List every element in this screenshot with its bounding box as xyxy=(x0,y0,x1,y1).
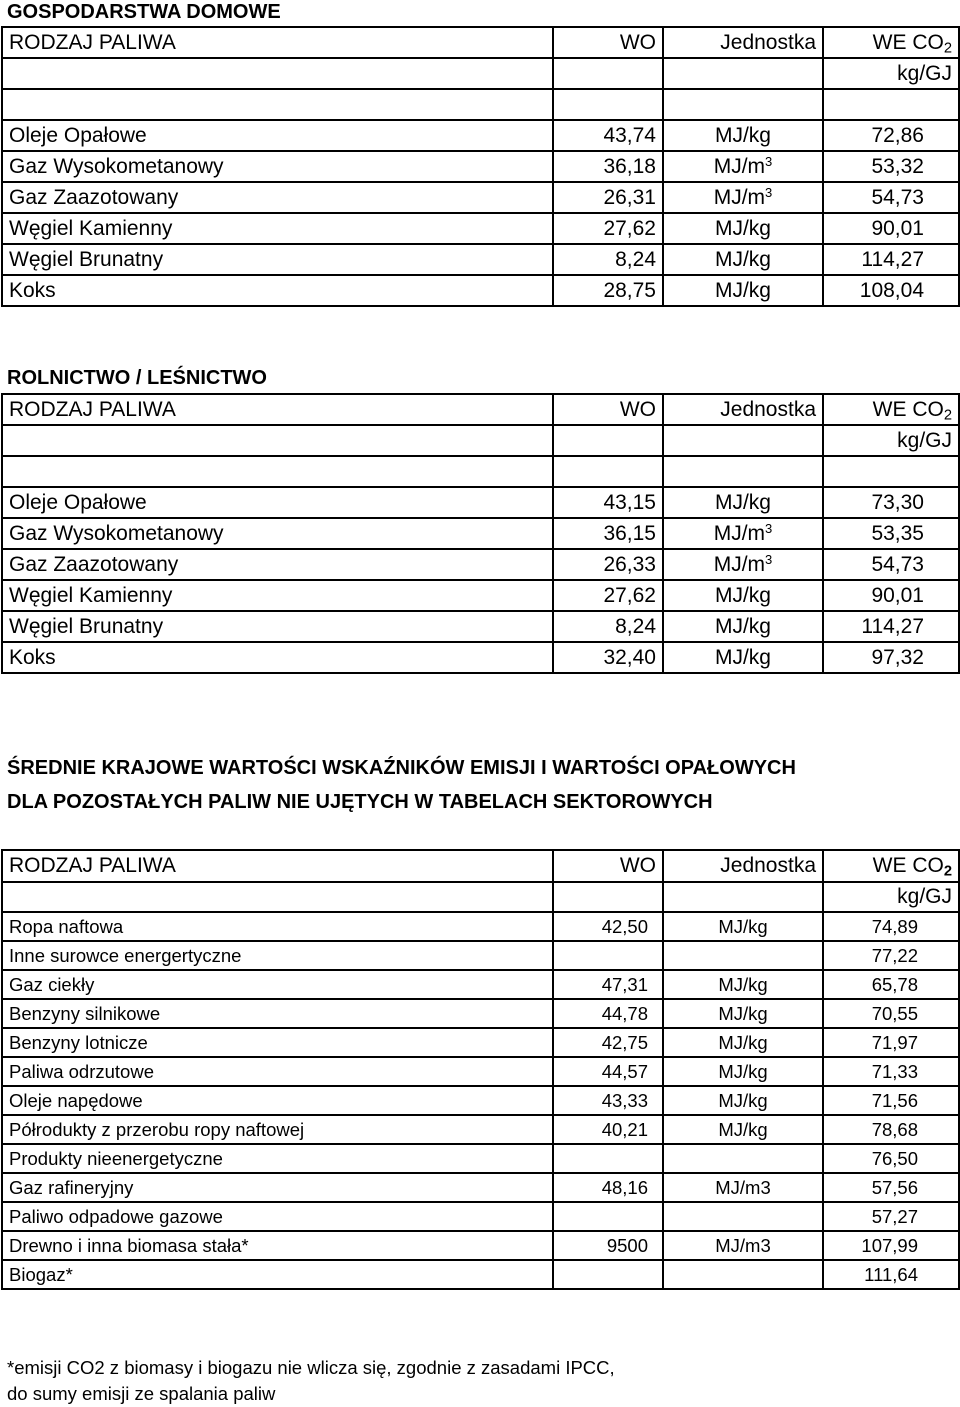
unit-cell xyxy=(663,487,823,518)
unit-cell xyxy=(663,1173,823,1202)
table-row xyxy=(2,1231,959,1260)
unit-cell xyxy=(663,151,823,182)
unit-cell xyxy=(663,1231,823,1260)
table-row xyxy=(2,549,959,580)
we-value-cell: 71,56 xyxy=(823,1086,959,1115)
fuel-name-cell: Węgiel Kamienny xyxy=(2,580,553,611)
wo-value-cell: 28,75 xyxy=(553,275,663,306)
wo-value-cell: 26,31 xyxy=(553,182,663,213)
unit-text: MJ/kg xyxy=(714,278,771,302)
wo-value-cell: 43,33 xyxy=(553,1086,663,1115)
unit-cell xyxy=(663,1086,823,1115)
header-fuel-type: RODZAJ PALIWA xyxy=(2,394,553,425)
fuel-name-cell: Gaz rafineryjny xyxy=(2,1173,553,1202)
fuel-name-cell: Węgiel Brunatny xyxy=(2,244,553,275)
we-value-cell: 53,35 xyxy=(823,518,959,549)
we-value-cell: 54,73 xyxy=(823,549,959,580)
wo-value-cell: 9500 xyxy=(553,1231,663,1260)
unit-cell xyxy=(663,1057,823,1086)
header-wo: WO xyxy=(553,394,663,425)
header-we-co2: WE $CO_2$ xyxy=(823,394,959,425)
we-value-cell: 57,56 xyxy=(823,1173,959,1202)
fuel-name-cell: Benzyny lotnicze xyxy=(2,1028,553,1057)
table-row xyxy=(2,1202,959,1231)
we-value-cell: 71,97 xyxy=(823,1028,959,1057)
we-value-cell: 76,50 xyxy=(823,1144,959,1173)
table-header-unit-row xyxy=(2,58,959,89)
unit-superscript: 3 xyxy=(765,520,773,536)
unit-text: MJ/m xyxy=(713,521,766,545)
unit-superscript: 3 xyxy=(765,153,773,169)
unit-text: MJ/m3 xyxy=(715,1234,771,1256)
unit-cell xyxy=(663,941,823,970)
table-row xyxy=(2,642,959,673)
fuel-name-cell: Gaz Zaazotowany xyxy=(2,182,553,213)
table-row xyxy=(2,970,959,999)
households-fuel-table xyxy=(1,26,960,307)
table-header-row xyxy=(2,850,959,882)
fuel-name-cell: Gaz Zaazotowany xyxy=(2,549,553,580)
other-fuels-rows xyxy=(2,912,959,1289)
unit-text: MJ/kg xyxy=(718,973,768,995)
we-value-cell: 78,68 xyxy=(823,1115,959,1144)
spacer-row xyxy=(2,456,959,487)
wo-value-cell xyxy=(553,941,663,970)
table-header-row xyxy=(2,394,959,425)
unit-text: MJ/kg xyxy=(714,247,771,271)
unit-cell xyxy=(663,549,823,580)
unit-cell xyxy=(663,642,823,673)
unit-text: MJ/kg xyxy=(714,216,771,240)
wo-value-cell: 8,24 xyxy=(553,611,663,642)
unit-cell xyxy=(663,120,823,151)
unit-cell xyxy=(663,611,823,642)
wo-value-cell xyxy=(553,1260,663,1289)
header-we-co2: WE $CO_2$ xyxy=(823,27,959,58)
unit-cell xyxy=(663,1260,823,1289)
unit-text: MJ/kg xyxy=(718,1031,768,1053)
unit-cell xyxy=(663,580,823,611)
we-value-cell: 73,30 xyxy=(823,487,959,518)
header-we-unit: kg/GJ xyxy=(823,882,959,912)
header-wo: WO xyxy=(553,850,663,882)
section-title-line-1: ŚREDNIE KRAJOWE WARTOŚCI WSKAŹNIKÓW EMISJI I WARTOŚCI OPAŁOWYCH xyxy=(7,757,796,779)
table-row xyxy=(2,941,959,970)
unit-text: MJ/kg xyxy=(714,583,771,607)
table-row xyxy=(2,1086,959,1115)
unit-text: MJ/m xyxy=(713,185,766,209)
fuel-name-cell: Biogaz* xyxy=(2,1260,553,1289)
footnote-line-1: *emisji CO2 z biomasy i biogazu nie wlicza się, zgodnie z zasadami IPCC, xyxy=(7,1357,615,1378)
other-fuels-table xyxy=(1,849,960,1290)
footnote-line-2: do sumy emisji ze spalania paliw xyxy=(7,1383,276,1404)
unit-cell xyxy=(663,1115,823,1144)
wo-value-cell: 44,57 xyxy=(553,1057,663,1086)
fuel-name-cell: Gaz Wysokometanowy xyxy=(2,518,553,549)
header-unit: Jednostka xyxy=(663,394,823,425)
fuel-name-cell: Koks xyxy=(2,642,553,673)
spacer-row xyxy=(2,89,959,120)
we-value-cell: 71,33 xyxy=(823,1057,959,1086)
we-value-cell: 57,27 xyxy=(823,1202,959,1231)
unit-cell xyxy=(663,1144,823,1173)
fuel-name-cell: Półrodukty z przerobu ropy naftowej xyxy=(2,1115,553,1144)
wo-value-cell: 43,74 xyxy=(553,120,663,151)
unit-superscript: 3 xyxy=(765,184,773,200)
unit-cell xyxy=(663,518,823,549)
table-row xyxy=(2,244,959,275)
header-wo: WO xyxy=(553,27,663,58)
unit-cell xyxy=(663,999,823,1028)
unit-text: MJ/m xyxy=(713,154,766,178)
fuel-name-cell: Ropa naftowa xyxy=(2,912,553,941)
we-value-cell: 54,73 xyxy=(823,182,959,213)
table-row xyxy=(2,120,959,151)
fuel-name-cell: Oleje Opałowe xyxy=(2,487,553,518)
agriculture-fuel-table xyxy=(1,393,960,674)
table-row xyxy=(2,1028,959,1057)
unit-text: MJ/kg xyxy=(714,614,771,638)
table-row xyxy=(2,580,959,611)
unit-text: MJ/kg xyxy=(718,1002,768,1024)
wo-value-cell: 47,31 xyxy=(553,970,663,999)
wo-value-cell xyxy=(553,1144,663,1173)
header-we-unit: kg/GJ xyxy=(823,58,959,89)
header-we-unit: kg/GJ xyxy=(823,425,959,456)
table-row xyxy=(2,275,959,306)
wo-value-cell: 42,50 xyxy=(553,912,663,941)
we-value-cell: 114,27 xyxy=(823,244,959,275)
unit-cell xyxy=(663,1028,823,1057)
fuel-name-cell: Węgiel Brunatny xyxy=(2,611,553,642)
fuel-name-cell: Gaz ciekły xyxy=(2,970,553,999)
footnote xyxy=(7,1355,615,1407)
section-title-households: GOSPODARSTWA DOMOWE xyxy=(7,1,281,23)
unit-cell xyxy=(663,275,823,306)
we-value-cell: 111,64 xyxy=(823,1260,959,1289)
table-header-unit-row xyxy=(2,425,959,456)
households-rows xyxy=(2,120,959,306)
we-value-cell: 53,32 xyxy=(823,151,959,182)
section-title-agriculture-forestry: ROLNICTWO / LEŚNICTWO xyxy=(7,367,267,389)
wo-value-cell: 42,75 xyxy=(553,1028,663,1057)
we-value-cell: 90,01 xyxy=(823,213,959,244)
unit-text: MJ/kg xyxy=(714,123,771,147)
wo-value-cell: 36,18 xyxy=(553,151,663,182)
unit-text: MJ/kg xyxy=(718,1060,768,1082)
section-title-line-2: DLA POZOSTAŁYCH PALIW NIE UJĘTYCH W TABELACH SEKTOROWYCH xyxy=(7,791,713,813)
table-row xyxy=(2,1057,959,1086)
unit-text: MJ/kg xyxy=(714,645,771,669)
table-header-unit-row xyxy=(2,882,959,912)
table-row xyxy=(2,1115,959,1144)
wo-value-cell: 36,15 xyxy=(553,518,663,549)
fuel-name-cell: Paliwo odpadowe gazowe xyxy=(2,1202,553,1231)
fuel-name-cell: Oleje napędowe xyxy=(2,1086,553,1115)
table-row xyxy=(2,912,959,941)
table-row xyxy=(2,1144,959,1173)
unit-cell xyxy=(663,213,823,244)
unit-text: MJ/kg xyxy=(714,490,771,514)
unit-text: MJ/m xyxy=(713,552,766,576)
fuel-name-cell: Oleje Opałowe xyxy=(2,120,553,151)
we-value-cell: 65,78 xyxy=(823,970,959,999)
unit-text: MJ/kg xyxy=(718,1118,768,1140)
fuel-name-cell: Węgiel Kamienny xyxy=(2,213,553,244)
section-title-national-averages xyxy=(7,756,796,814)
table-row xyxy=(2,487,959,518)
table-row xyxy=(2,1260,959,1289)
we-value-cell: 114,27 xyxy=(823,611,959,642)
we-value-cell: 77,22 xyxy=(823,941,959,970)
wo-value-cell: 43,15 xyxy=(553,487,663,518)
we-value-cell: 74,89 xyxy=(823,912,959,941)
table-row xyxy=(2,151,959,182)
table-row xyxy=(2,213,959,244)
wo-value-cell: 8,24 xyxy=(553,244,663,275)
wo-value-cell: 44,78 xyxy=(553,999,663,1028)
unit-superscript: 3 xyxy=(765,551,773,567)
header-we-co2: WE $CO_2$ xyxy=(823,850,959,882)
unit-cell xyxy=(663,912,823,941)
fuel-name-cell: Paliwa odrzutowe xyxy=(2,1057,553,1086)
wo-value-cell: 48,16 xyxy=(553,1173,663,1202)
unit-cell xyxy=(663,244,823,275)
fuel-name-cell: Benzyny silnikowe xyxy=(2,999,553,1028)
unit-cell xyxy=(663,182,823,213)
wo-value-cell: 27,62 xyxy=(553,213,663,244)
we-value-cell: 90,01 xyxy=(823,580,959,611)
unit-cell xyxy=(663,1202,823,1231)
unit-cell xyxy=(663,970,823,999)
header-unit: Jednostka xyxy=(663,27,823,58)
wo-value-cell xyxy=(553,1202,663,1231)
header-fuel-type: RODZAJ PALIWA xyxy=(2,27,553,58)
wo-value-cell: 26,33 xyxy=(553,549,663,580)
agriculture-rows xyxy=(2,487,959,673)
fuel-name-cell: Gaz Wysokometanowy xyxy=(2,151,553,182)
table-row xyxy=(2,1173,959,1202)
unit-text: MJ/m3 xyxy=(715,1176,771,1198)
header-unit: Jednostka xyxy=(663,850,823,882)
we-value-cell: 70,55 xyxy=(823,999,959,1028)
fuel-name-cell: Drewno i inna biomasa stała* xyxy=(2,1231,553,1260)
wo-value-cell: 40,21 xyxy=(553,1115,663,1144)
unit-text: MJ/kg xyxy=(718,1089,768,1111)
we-value-cell: 72,86 xyxy=(823,120,959,151)
wo-value-cell: 27,62 xyxy=(553,580,663,611)
unit-text: MJ/kg xyxy=(718,915,768,937)
we-value-cell: 108,04 xyxy=(823,275,959,306)
we-value-cell: 107,99 xyxy=(823,1231,959,1260)
table-row xyxy=(2,999,959,1028)
table-row xyxy=(2,182,959,213)
fuel-name-cell: Produkty nieenergetyczne xyxy=(2,1144,553,1173)
fuel-name-cell: Koks xyxy=(2,275,553,306)
we-value-cell: 97,32 xyxy=(823,642,959,673)
wo-value-cell: 32,40 xyxy=(553,642,663,673)
header-fuel-type: RODZAJ PALIWA xyxy=(2,850,553,882)
table-row xyxy=(2,518,959,549)
fuel-name-cell: Inne surowce energertyczne xyxy=(2,941,553,970)
table-header-row xyxy=(2,27,959,58)
table-row xyxy=(2,611,959,642)
